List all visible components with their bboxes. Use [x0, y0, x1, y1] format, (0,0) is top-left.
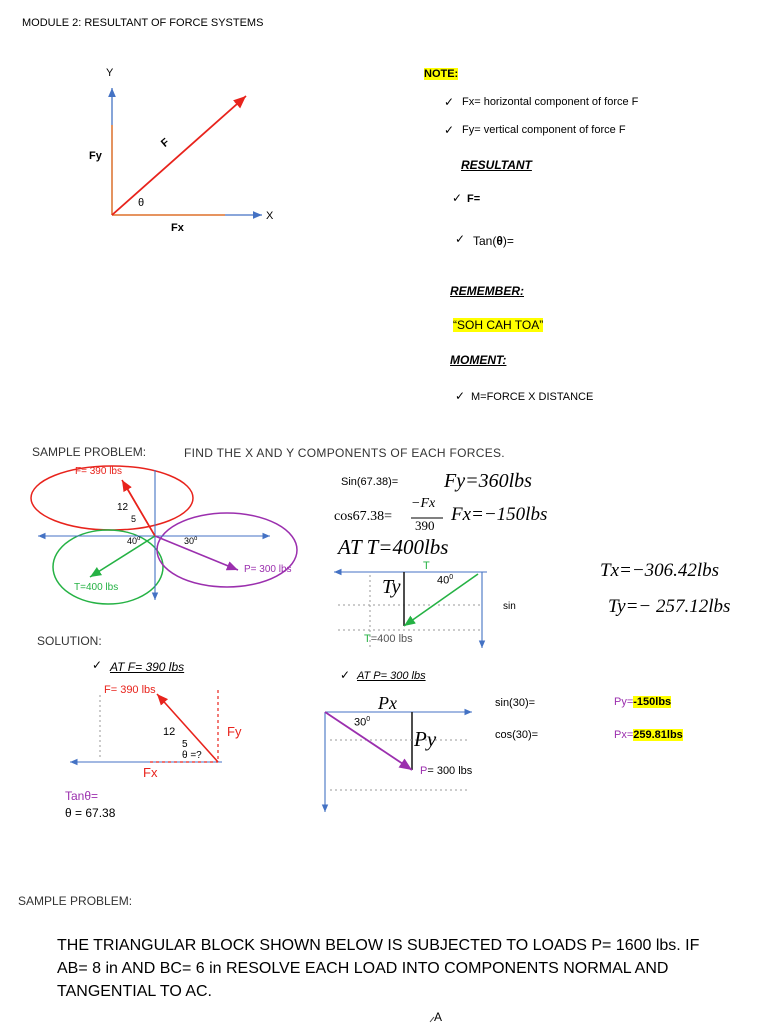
note-check-1: ✓ [444, 95, 455, 109]
sample-problem-statement: FIND THE X AND Y COMPONENTS OF EACH FORCES. [184, 446, 505, 460]
t-bottom-label: T=400 lbs [364, 633, 413, 645]
solution-theta-q: θ =? [182, 750, 202, 761]
statement-line-3: TANGENTIAL TO AC. [57, 983, 212, 1000]
at-t-heading: AT T=400lbs [338, 535, 449, 559]
note-item-fx: Fx= horizontal component of force F [462, 96, 639, 108]
resultant-heading: RESULTANT [461, 158, 532, 172]
soh-cah-toa: “SOH CAH TOA” [453, 318, 544, 332]
t-top-label: T [423, 560, 430, 572]
sample-problem-2-label: SAMPLE PROBLEM: [18, 894, 133, 908]
fy-result: Fy=360lbs [444, 470, 532, 492]
t-vector [90, 536, 155, 577]
at-f-heading: AT F= 390 lbs [110, 660, 185, 674]
check-f: ✓ [452, 191, 463, 205]
module-title: MODULE 2: RESULTANT OF FORCE SYSTEMS [22, 17, 264, 29]
fraction-denominator: 390 [415, 518, 435, 533]
note-check-2: ✓ [444, 123, 455, 137]
solution-label: SOLUTION: [37, 634, 102, 648]
remember-heading: REMEMBER: [450, 284, 524, 298]
angle-30: 30$^o$ [184, 536, 198, 546]
p-300-label: P= 300 lbs [420, 765, 473, 777]
p-component-diagram [325, 712, 472, 812]
point-a-label: A [434, 1010, 443, 1024]
check-at-p: ✓ [340, 668, 351, 682]
moment-heading: MOMENT: [450, 353, 507, 367]
check-tan: ✓ [455, 232, 466, 246]
check-moment: ✓ [455, 389, 466, 403]
angle-30-p: $30^0$ [354, 716, 371, 729]
py-result: Py=-150lbs [614, 696, 672, 708]
sin-30: sin(30)= [495, 697, 536, 709]
note-item-fy: Fy= vertical component of force F [462, 124, 626, 136]
cos-67: cos67.38= [334, 509, 393, 524]
angle-40: 40$^o$ [127, 536, 141, 546]
y-axis-label: Y [106, 67, 114, 79]
tan-theta: Tanθ= [65, 789, 99, 803]
angle-40-t: $40^0$ [437, 574, 454, 587]
px-result: Px=259.81lbs [614, 729, 683, 741]
sin-word: sin [503, 601, 516, 612]
sin-67: Sin(67.38)= [341, 476, 399, 488]
force-t-label: T=400 lbs [74, 582, 119, 593]
problem-2-statement [57, 934, 699, 1003]
solution-fy: Fy [227, 724, 242, 739]
solution-12: 12 [163, 726, 176, 738]
solution-fx: Fx [143, 765, 158, 780]
solution-5: 5 [182, 739, 188, 750]
check-at-f: ✓ [92, 658, 103, 672]
force-f-vector [112, 96, 246, 215]
ty-result: Ty=− 257.12lbs [608, 596, 731, 617]
forces-diagram [31, 466, 297, 604]
fy-label: Fy [89, 150, 102, 162]
ratio-5: 5 [131, 514, 137, 524]
moment-formula: M=FORCE X DISTANCE [471, 391, 594, 403]
f-label: F [158, 136, 172, 150]
px-label: Px [378, 693, 397, 713]
force-f-label: F= 390 lbs [75, 466, 122, 477]
theta-label: θ [138, 197, 145, 209]
statement-line-1: THE TRIANGULAR BLOCK SHOWN BELOW IS SUBJECTED TO LOADS P= 1600 lbs. IF [57, 937, 700, 954]
force-p-label: P= 300 lbs [244, 564, 292, 575]
resultant-f: F= [467, 193, 481, 205]
resultant-tan: Tan(θ)= [473, 234, 514, 248]
note-label: NOTE: [424, 68, 459, 80]
x-axis-label: X [266, 210, 274, 222]
p-circle [157, 513, 297, 587]
sample-problem-label: SAMPLE PROBLEM: [32, 445, 147, 459]
ratio-12: 12 [117, 502, 129, 513]
tx-result: Tx=−306.42lbs [600, 560, 720, 581]
py-label: Py [414, 727, 437, 751]
fx-result: Fx=−150lbs [451, 504, 548, 525]
statement-line-2: AB= 8 in AND BC= 6 in RESOLVE EACH LOAD INTO COMPONENTS NORMAL AND [57, 960, 669, 977]
theta-value: θ = 67.38 [65, 806, 116, 820]
ty-label: Ty [382, 576, 401, 598]
cos-30: cos(30)= [495, 729, 539, 741]
fx-label: Fx [171, 222, 184, 234]
solution-f-label: F= 390 lbs [104, 684, 156, 696]
components-diagram [112, 88, 262, 215]
at-p-heading: AT P= 300 lbs [357, 670, 426, 682]
fraction-numerator: −Fx [411, 496, 436, 511]
